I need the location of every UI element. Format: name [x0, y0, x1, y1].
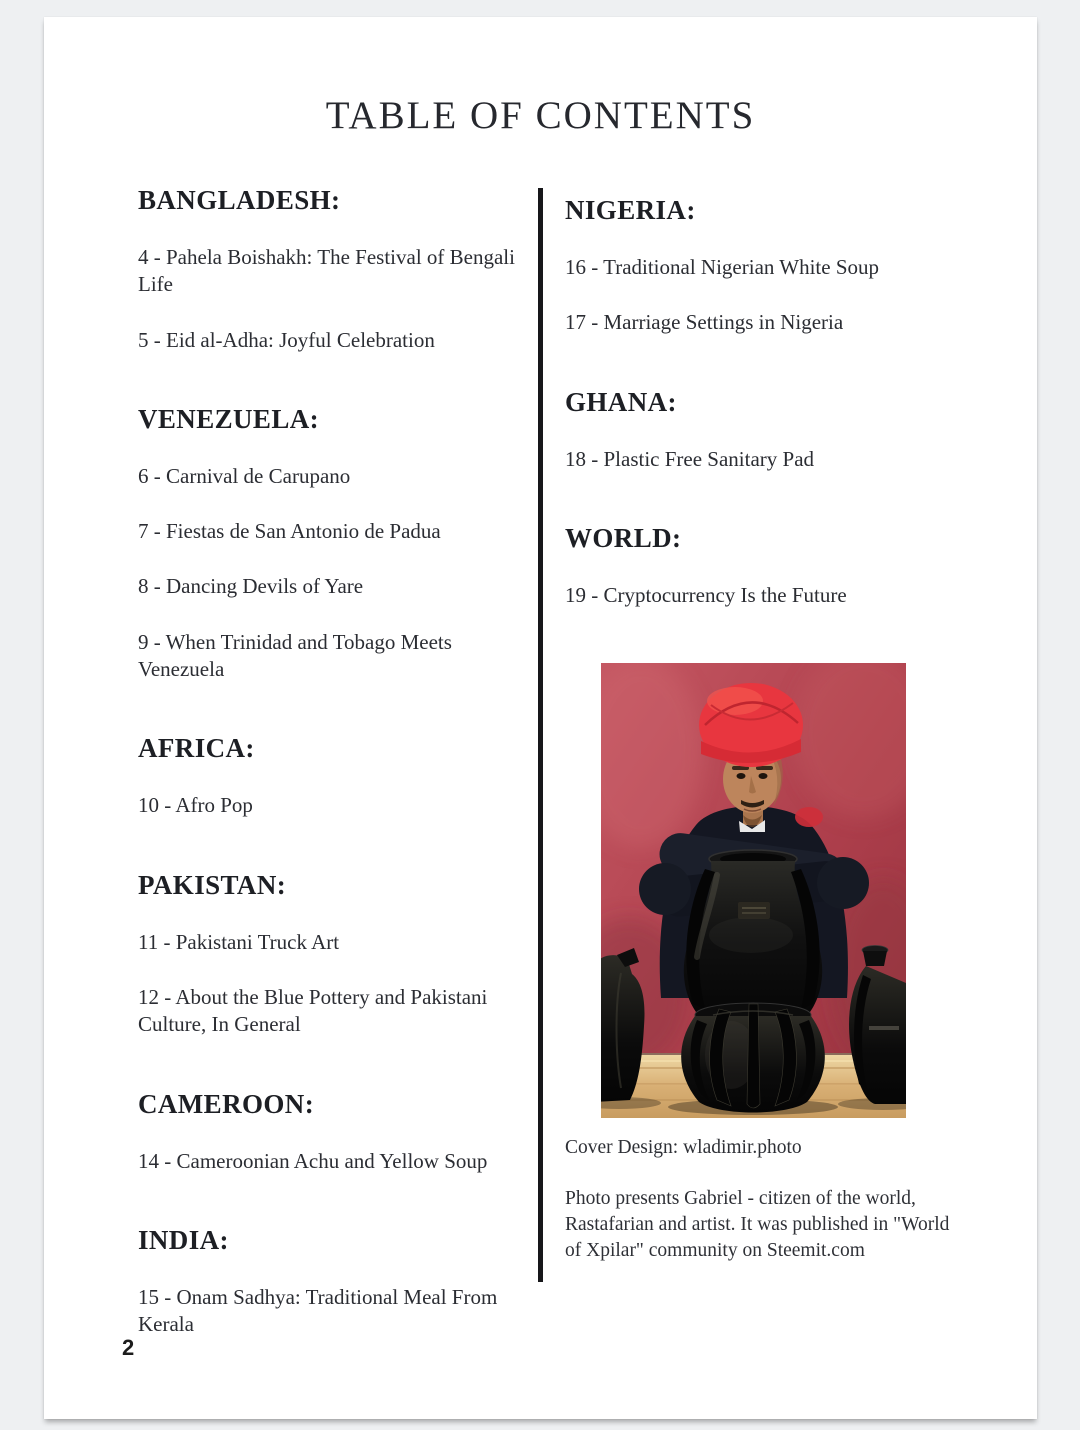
toc-section-nigeria — [565, 195, 971, 337]
toc-entry: 19 - Cryptocurrency Is the Future — [565, 582, 847, 607]
toc-section-africa — [138, 733, 516, 819]
cover-photo-block — [565, 663, 971, 1263]
toc-entry: 17 - Marriage Settings in Nigeria — [565, 310, 844, 335]
section-heading: WORLD: — [565, 522, 682, 553]
section-heading: AFRICA: — [138, 733, 255, 764]
section-heading: CAMEROON: — [138, 1088, 315, 1119]
toc-section-pakistan — [138, 870, 516, 1039]
cover-photo-description: Photo presents Gabriel - citizen of the world, Rastafarian and artist. It was published in "World of Xpilar" community on Steemit.com — [565, 1188, 950, 1261]
column-divider — [538, 188, 543, 1282]
toc-entry: 9 - When Trinidad and Tobago Meets Venezuela — [138, 629, 452, 682]
section-heading: NIGERIA: — [565, 195, 696, 225]
toc-entry: 8 - Dancing Devils of Yare — [138, 574, 364, 599]
toc-section-venezuela — [138, 404, 516, 683]
page-number: 2 — [122, 1335, 135, 1360]
toc-entry: 10 - Afro Pop — [138, 793, 253, 818]
toc-entry: 16 - Traditional Nigerian White Soup — [565, 255, 880, 279]
toc-entry: 5 - Eid al-Adha: Joyful Celebration — [138, 327, 435, 352]
section-heading: GHANA: — [565, 386, 677, 417]
section-heading: INDIA: — [138, 1224, 229, 1255]
toc-section-india — [138, 1225, 516, 1339]
toc-entry: 6 - Carnival de Carupano — [138, 463, 351, 488]
section-heading: VENEZUELA: — [138, 403, 320, 434]
toc-right-column — [565, 195, 971, 1263]
toc-section-ghana — [565, 387, 971, 473]
cover-photo-caption: Cover Design: wladimir.photo — [565, 1137, 802, 1159]
section-heading: PAKISTAN: — [138, 869, 287, 900]
toc-entry: 18 - Plastic Free Sanitary Pad — [565, 446, 815, 471]
toc-section-bangladesh — [138, 185, 516, 354]
toc-entry: 7 - Fiestas de San Antonio de Padua — [138, 519, 441, 544]
page-title: TABLE OF CONTENTS — [325, 94, 756, 137]
cover-photo — [601, 663, 906, 1118]
toc-section-cameroon — [138, 1089, 516, 1175]
toc-left-column — [138, 185, 516, 1338]
document-page — [44, 17, 1037, 1419]
toc-entry: 12 - About the Blue Pottery and Pakistani Culture, In General — [138, 984, 488, 1037]
toc-entry: 14 - Cameroonian Achu and Yellow Soup — [138, 1148, 488, 1173]
toc-section-world — [565, 523, 971, 609]
section-heading: BANGLADESH: — [138, 185, 341, 215]
toc-entry: 11 - Pakistani Truck Art — [138, 929, 340, 954]
toc-entry: 4 - Pahela Boishakh: The Festival of Bengali Life — [138, 245, 515, 297]
toc-entry: 15 - Onam Sadhya: Traditional Meal From Kerala — [138, 1284, 498, 1337]
